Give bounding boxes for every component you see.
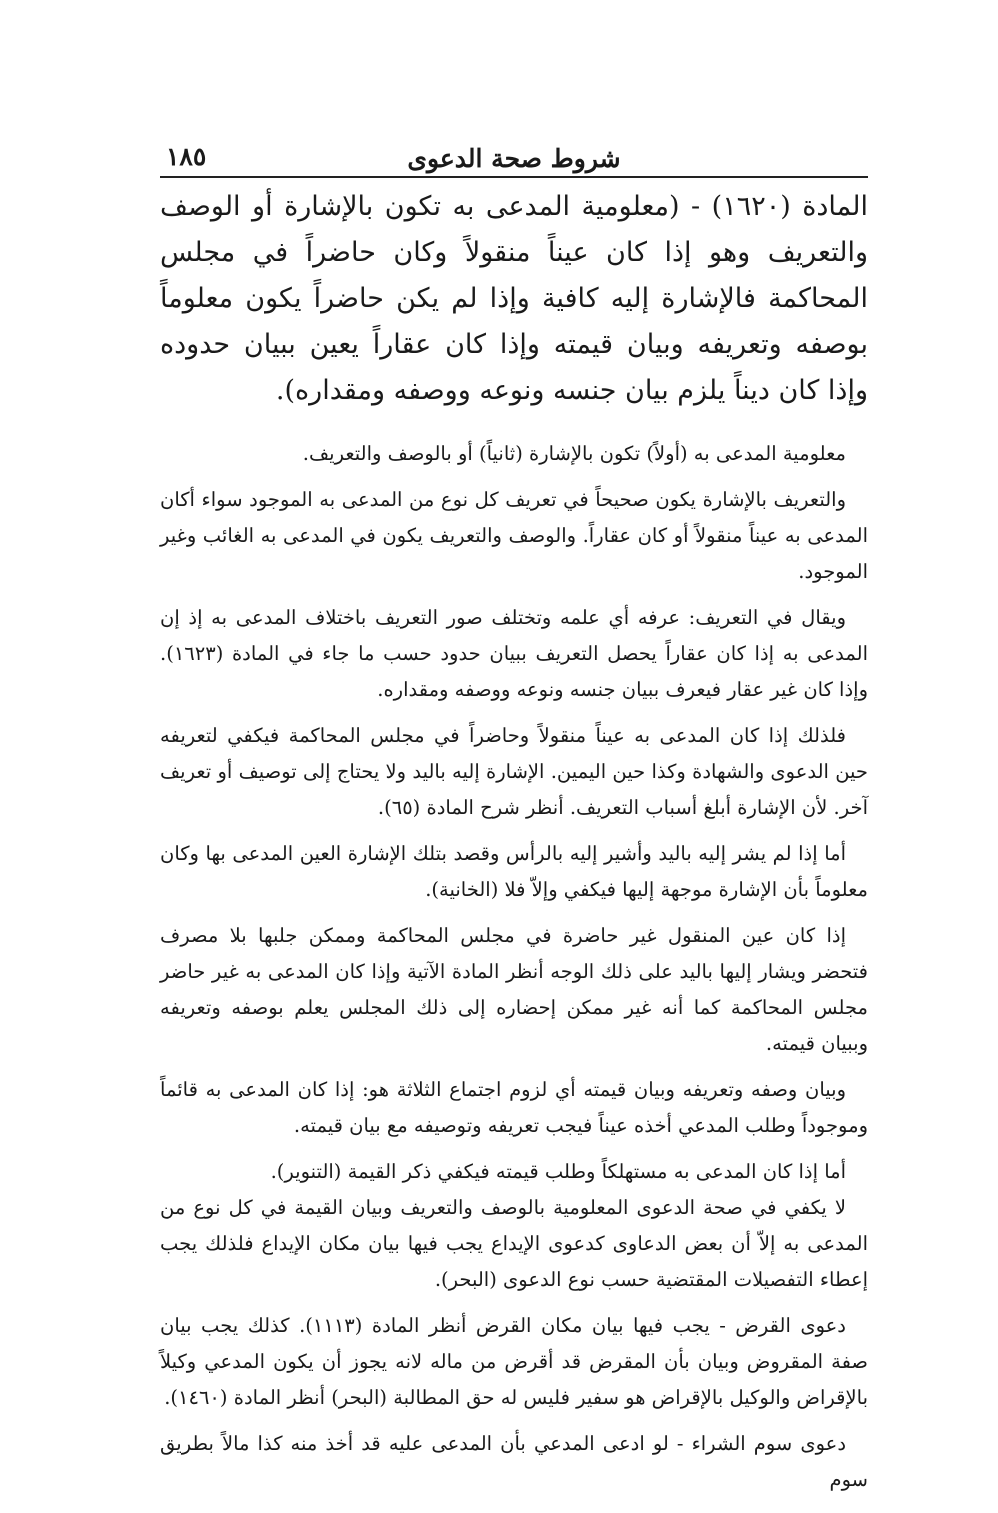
paragraph-3: ويقال في التعريف: عرفه أي علمه وتختلف صور التعريف باختلاف المدعى به إذ إن المدعى به إذا كان عقاراً يحصل التعريف ببيان حدود حسب ما جاء في المادة (١٦٢٣). وإذا كان غير عقار فيعرف ببيان جنسه ونوعه ووصفه ومقداره. xyxy=(160,606,868,701)
page-number: ١٨٥ xyxy=(166,142,207,171)
paragraph-11: دعوى سوم الشراء - لو ادعى المدعي بأن المدعى عليه قد أخذ منه كذا مالاً بطريق سوم xyxy=(160,1432,868,1491)
running-title: شروط صحة الدعوى xyxy=(407,144,621,173)
page-header xyxy=(160,138,868,178)
paragraph-5: أما إذا لم يشر إليه باليد وأشير إليه بالرأس وقصد بتلك الإشارة العين المدعى بها وكان معلوماً بأن الإشارة موجهة إليها فيكفي وإلاّ فلا (الخانية). xyxy=(160,842,868,901)
paragraph-8: أما إذا كان المدعى به مستهلكاً وطلب قيمته فيكفي ذكر القيمة (التنوير). xyxy=(270,1160,846,1183)
page-body xyxy=(160,184,868,1508)
paragraph-10: دعوى القرض - يجب فيها بيان مكان القرض أنظر المادة (١١١٣). كذلك يجب بيان صفة المقروض وبيان بأن المقرض قد أقرض من ماله لانه يجوز أن يكون المدعي وكيلاً بالإقراض والوكيل بالإقراض هو سفير فليس له حق المطالبة (البحر) أنظر المادة (١٤٦٠). xyxy=(160,1314,868,1409)
header-rule xyxy=(160,176,868,178)
paragraph-7: وبيان وصفه وتعريفه وبيان قيمته أي لزوم اجتماع الثلاثة هو: إذا كان المدعى به قائماً وموجوداً وطلب المدعي أخذه عيناً فيجب تعريفه وتوصيفه مع بيان قيمته. xyxy=(160,1078,868,1137)
paragraph-2: والتعريف بالإشارة يكون صحيحاً في تعريف كل نوع من المدعى به الموجود سواء أكان المدعى به عيناً منقولاً أو كان عقاراً. والوصف والتعريف يكون في المدعى به الغائب وغير الموجود. xyxy=(160,488,868,583)
paragraph-4: فلذلك إذا كان المدعى به عيناً منقولاً وحاضراً في مجلس المحاكمة فيكفي لتعريفه حين الدعوى والشهادة وكذا حين اليمين. الإشارة إليه باليد ولا يحتاج إلى توصيف أو تعريف آخر. لأن الإشارة أبلغ أسباب التعريف. أنظر شرح المادة (٦٥). xyxy=(160,724,868,819)
paragraph-1: معلومية المدعى به (أولاً) تكون بالإشارة (ثانياً) أو بالوصف والتعريف. xyxy=(302,442,846,465)
article-text: المادة (١٦٢٠) - (معلومية المدعى به تكون بالإشارة أو الوصف والتعريف وهو إذا كان عيناً منقولاً وكان حاضراً في مجلس المحاكمة فالإشارة إليه كافية وإذا لم يكن حاضراً يكون معلوماً بوصفه وتعريفه وبيان قيمته وإذا كان عقاراً يعين ببيان حدوده وإذا كان ديناً يلزم بيان جنسه ونوعه ووصفه ومقداره). xyxy=(160,191,868,406)
paragraph-6: إذا كان عين المنقول غير حاضرة في مجلس المحاكمة وممكن جلبها بلا مصرف فتحضر ويشار إليها باليد على ذلك الوجه أنظر المادة الآتية وإذا كان المدعى به غير حاضر مجلس المحاكمة كما أنه غير ممكن إحضاره إلى ذلك المجلس يعلم بوصفه وتعريفه وببيان قيمته. xyxy=(160,924,868,1055)
paragraph-9: لا يكفي في صحة الدعوى المعلومية بالوصف والتعريف وبيان القيمة في كل نوع من المدعى به إلاّ أن بعض الدعاوى كدعوى الإيداع يجب فيها بيان مكان الإيداع فلذلك يجب إعطاء التفصيلات المقتضية حسب نوع الدعوى (البحر). xyxy=(160,1196,868,1291)
